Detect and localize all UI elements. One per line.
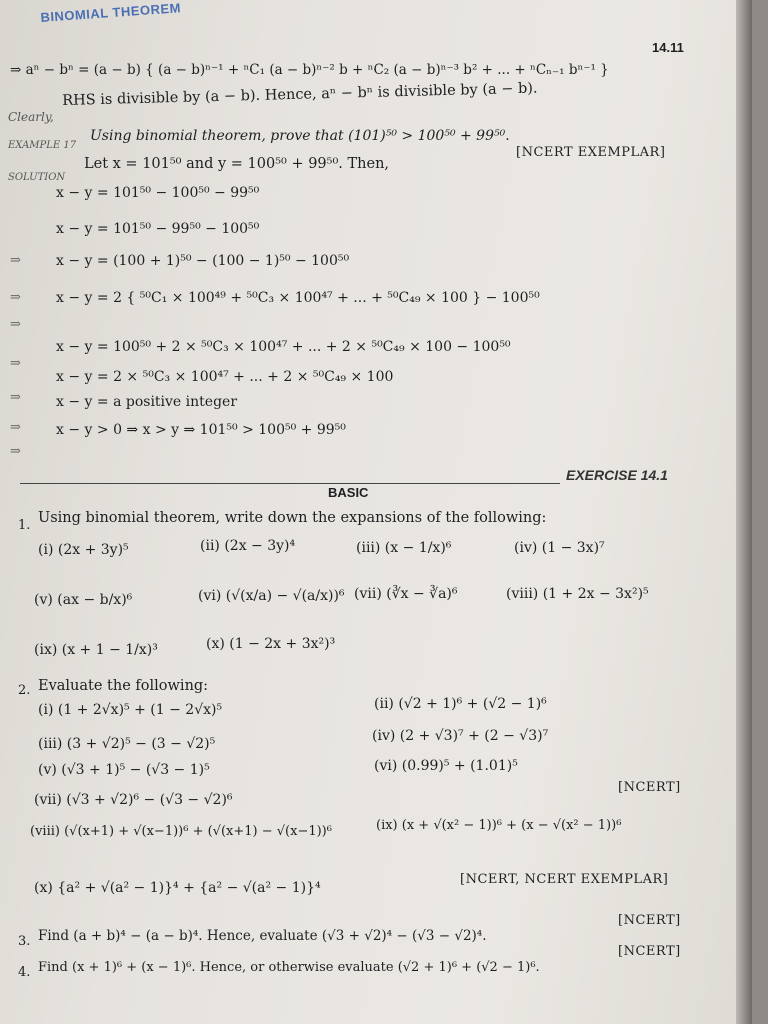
implies-arrow: ⇒ [10,356,21,371]
example-source: [NCERT EXEMPLAR] [516,145,666,160]
question-3-text: Find (a + b)⁴ − (a − b)⁴. Hence, evaluate (√3 + √2)⁴ − (√3 − √2)⁴. [38,928,487,944]
q4-source: [NCERT] [618,944,681,959]
q1-item-i: (i) (2x + 3y)⁵ [38,542,129,558]
solution-intro: Let x = 101⁵⁰ and y = 100⁵⁰ + 99⁵⁰. Then, [84,156,390,172]
implies-arrow: ⇒ [10,390,21,405]
q1-item-v: (v) (ax − b/x)⁶ [34,592,133,608]
page-number: 14.11 [652,40,684,55]
q2-x-source: [NCERT, NCERT EXEMPLAR] [460,872,669,887]
expansion-line: ⇒ aⁿ − bⁿ = (a − b) { (a − b)ⁿ⁻¹ + ⁿC₁ (a − b)ⁿ⁻² b + ⁿC₂ (a − b)ⁿ⁻³ b² + ... + ⁿCₙ₋₁ bⁿ⁻¹ } [10,62,609,78]
question-1-text: Using binomial theorem, write down the expansions of the following: [38,510,547,526]
question-number: 4. [18,965,31,980]
solution-line-6: x − y = 2 × ⁵⁰C₃ × 100⁴⁷ + ... + 2 × ⁵⁰C₄₉ × 100 [56,369,394,385]
example-label: EXAMPLE 17 [8,140,77,151]
q1-item-ix: (ix) (x + 1 − 1/x)³ [34,642,158,658]
q1-item-vii: (vii) (∛x − ∛a)⁶ [354,586,458,602]
section-divider [20,483,560,484]
solution-line-7: x − y = a positive integer [56,394,238,410]
q1-item-iii: (iii) (x − 1/x)⁶ [356,540,452,556]
solution-label: SOLUTION [8,172,66,183]
q1-item-ii: (ii) (2x − 3y)⁴ [200,538,296,554]
question-2-text: Evaluate the following: [38,678,209,694]
solution-line-2: x − y = 101⁵⁰ − 99⁵⁰ − 100⁵⁰ [56,221,260,237]
q3-source: [NCERT] [618,913,681,928]
solution-line-5: x − y = 100⁵⁰ + 2 × ⁵⁰C₃ × 100⁴⁷ + ... + 2 × ⁵⁰C₄₉ × 100 − 100⁵⁰ [56,339,511,355]
q1-item-iv: (iv) (1 − 3x)⁷ [514,540,605,556]
q2-item-x: (x) {a² + √(a² − 1)}⁴ + {a² − √(a² − 1)}⁴ [34,880,321,896]
solution-line-1: x − y = 101⁵⁰ − 100⁵⁰ − 99⁵⁰ [56,185,260,201]
q2-item-iii: (iii) (3 + √2)⁵ − (3 − √2)⁵ [38,736,216,752]
book-spine [736,0,752,1024]
question-number: 1. [18,518,31,533]
question-number: 3. [18,934,31,949]
solution-line-3: x − y = (100 + 1)⁵⁰ − (100 − 1)⁵⁰ − 100⁵⁰ [56,253,350,269]
q1-item-vi: (vi) (√(x/a) − √(a/x))⁶ [198,588,345,604]
q2-vii-source: [NCERT] [618,780,681,795]
exercise-title: EXERCISE 14.1 [566,467,668,483]
q1-item-viii: (viii) (1 + 2x − 3x²)⁵ [506,586,649,602]
q2-item-iv: (iv) (2 + √3)⁷ + (2 − √3)⁷ [372,728,549,744]
section-basic: BASIC [328,485,369,500]
example-statement: Using binomial theorem, prove that (101)⁵⁰ > 100⁵⁰ + 99⁵⁰. [90,128,510,144]
q2-item-vii: (vii) (√3 + √2)⁶ − (√3 − √2)⁶ [34,792,233,808]
question-4-text: Find (x + 1)⁶ + (x − 1)⁶. Hence, or otherwise evaluate (√2 + 1)⁶ + (√2 − 1)⁶. [38,960,540,975]
q2-item-v: (v) (√3 + 1)⁵ − (√3 − 1)⁵ [38,762,210,778]
q2-item-ii: (ii) (√2 + 1)⁶ + (√2 − 1)⁶ [374,696,547,712]
q2-item-vi: (vi) (0.99)⁵ + (1.01)⁵ [374,758,518,774]
implies-arrow: ⇒ [10,420,21,435]
solution-line-8: x − y > 0 ⇒ x > y ⇒ 101⁵⁰ > 100⁵⁰ + 99⁵⁰ [56,422,346,438]
implies-arrow: ⇒ [10,444,21,459]
clearly-label: Clearly, [8,110,54,124]
implies-arrow: ⇒ [10,290,21,305]
q2-item-viii: (viii) (√(x+1) + √(x−1))⁶ + (√(x+1) − √(x−1))⁶ [30,824,332,839]
q2-item-ix: (ix) (x + √(x² − 1))⁶ + (x − √(x² − 1))⁶ [376,818,622,833]
question-number: 2. [18,683,31,698]
q1-item-x: (x) (1 − 2x + 3x²)³ [206,636,336,652]
chapter-heading: BINOMIAL THEOREM [40,0,182,25]
clearly-text: RHS is divisible by (a − b). Hence, aⁿ − bⁿ is divisible by (a − b). [62,80,538,109]
solution-line-4: x − y = 2 { ⁵⁰C₁ × 100⁴⁹ + ⁵⁰C₃ × 100⁴⁷ + ... + ⁵⁰C₄₉ × 100 } − 100⁵⁰ [56,290,540,306]
implies-arrow: ⇒ [10,253,21,268]
q2-item-i: (i) (1 + 2√x)⁵ + (1 − 2√x)⁵ [38,702,223,718]
implies-arrow: ⇒ [10,317,21,332]
